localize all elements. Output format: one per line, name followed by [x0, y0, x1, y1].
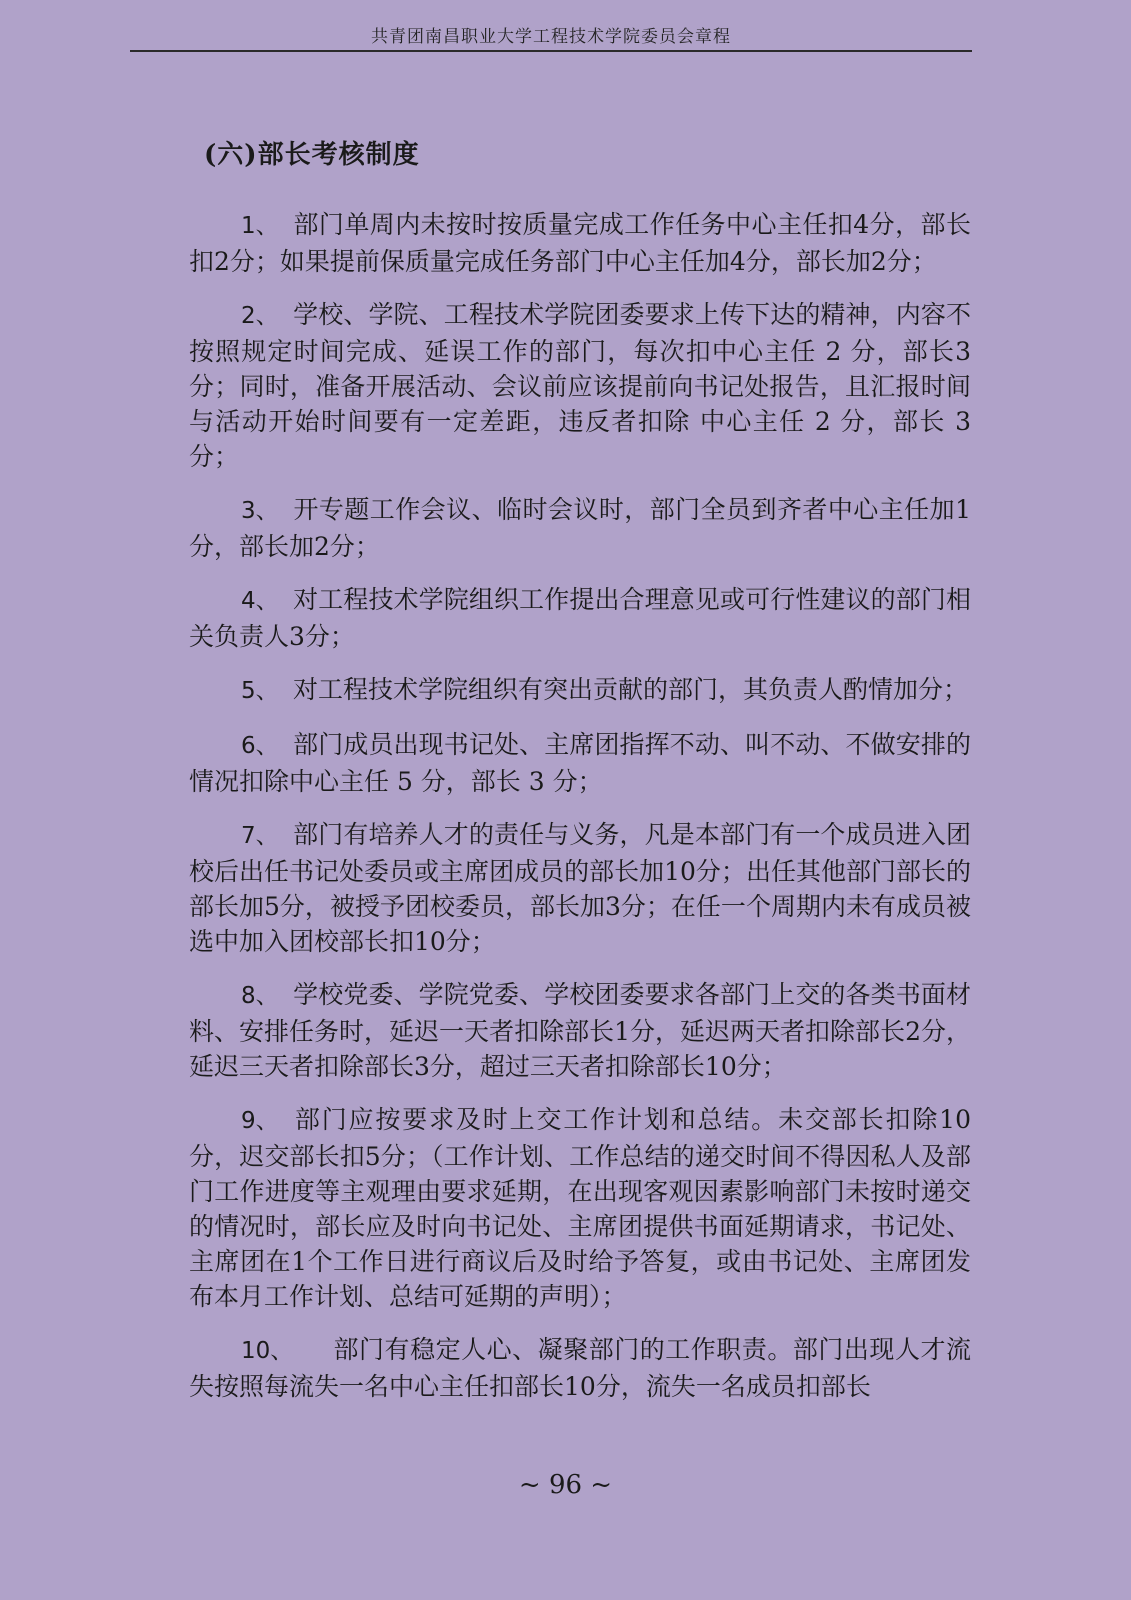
running-header: 共青团南昌职业大学工程技术学院委员会章程	[371, 27, 731, 47]
item-number: 6、	[241, 733, 279, 759]
item-number: 1、	[241, 213, 279, 239]
list-item	[189, 207, 971, 279]
item-text: 开专题工作会议、临时会议时，部门全员到齐者中心主任加1分，部长加2分；	[189, 495, 971, 561]
list-item	[189, 817, 971, 959]
item-text: 学校党委、学院党委、学校团委要求各部门上交的各类书面材料、安排任务时，延迟一天者扣除部长1分，延迟两天者扣除部长2分，延迟三天者扣除部长3分，超过三天者扣除部长10分；	[189, 980, 971, 1081]
list-item	[189, 1332, 971, 1404]
page-number: ~ 96 ~	[518, 1470, 613, 1500]
item-number: 9、	[241, 1108, 279, 1134]
item-number: 10、	[241, 1338, 294, 1364]
item-text: 部门有稳定人心、凝聚部门的工作职责。部门出现人才流失按照每流失一名中心主任扣部长10分，流失一名成员扣部长	[189, 1335, 971, 1401]
item-number: 8、	[241, 983, 279, 1009]
list-item	[189, 492, 971, 564]
list-item	[189, 582, 971, 654]
item-text: 部门单周内未按时按质量完成工作任务中心主任扣4分，部长扣2分；如果提前保质量完成任务部门中心主任加4分，部长加2分；	[189, 210, 971, 276]
list-item	[189, 1102, 971, 1314]
item-number: 7、	[241, 823, 279, 849]
item-text: 学校、学院、工程技术学院团委要求上传下达的精神，内容不按照规定时间完成、延误工作的部门，每次扣中心主任 2 分，部长3分；同时，准备开展活动、会议前应该提前向书记处报告，且汇报时间与活动开始时间要有一定差距，违反者扣除 中心主任 2 分，部长 3 分；	[189, 300, 971, 471]
list-item	[189, 727, 971, 799]
header-divider	[130, 50, 972, 52]
item-number: 4、	[241, 588, 279, 614]
list-item	[189, 977, 971, 1084]
section-title: (六)部长考核制度	[204, 140, 420, 170]
item-text: 对工程技术学院组织工作提出合理意见或可行性建议的部门相关负责人3分；	[189, 585, 971, 651]
item-text: 部门成员出现书记处、主席团指挥不动、叫不动、不做安排的情况扣除中心主任 5 分，部长 3 分；	[189, 730, 971, 796]
list-item	[189, 297, 971, 474]
item-text: 部门有培养人才的责任与义务，凡是本部门有一个成员进入团校后出任书记处委员或主席团成员的部长加10分；出任其他部门部长的部长加5分，被授予团校委员，部长加3分；在任一个周期内未有成员被选中加入团校部长扣10分；	[189, 820, 971, 956]
item-text: 部门应按要求及时上交工作计划和总结。未交部长扣除10分，迟交部长扣5分；（工作计划、工作总结的递交时间不得因私人及部门工作进度等主观理由要求延期，在出现客观因素影响部门未按时递交的情况时，部长应及时向书记处、主席团提供书面延期请求，书记处、主席团在1个工作日进行商议后及时给予答复，或由书记处、主席团发布本月工作计划、总结可延期的声明）；	[189, 1105, 971, 1311]
item-text: 对工程技术学院组织有突出贡献的部门，其负责人酌情加分；	[293, 675, 969, 704]
item-number: 5、	[241, 678, 279, 704]
list-item	[189, 672, 971, 709]
item-number: 2、	[241, 303, 279, 329]
item-list	[189, 207, 971, 1422]
item-number: 3、	[241, 498, 279, 524]
